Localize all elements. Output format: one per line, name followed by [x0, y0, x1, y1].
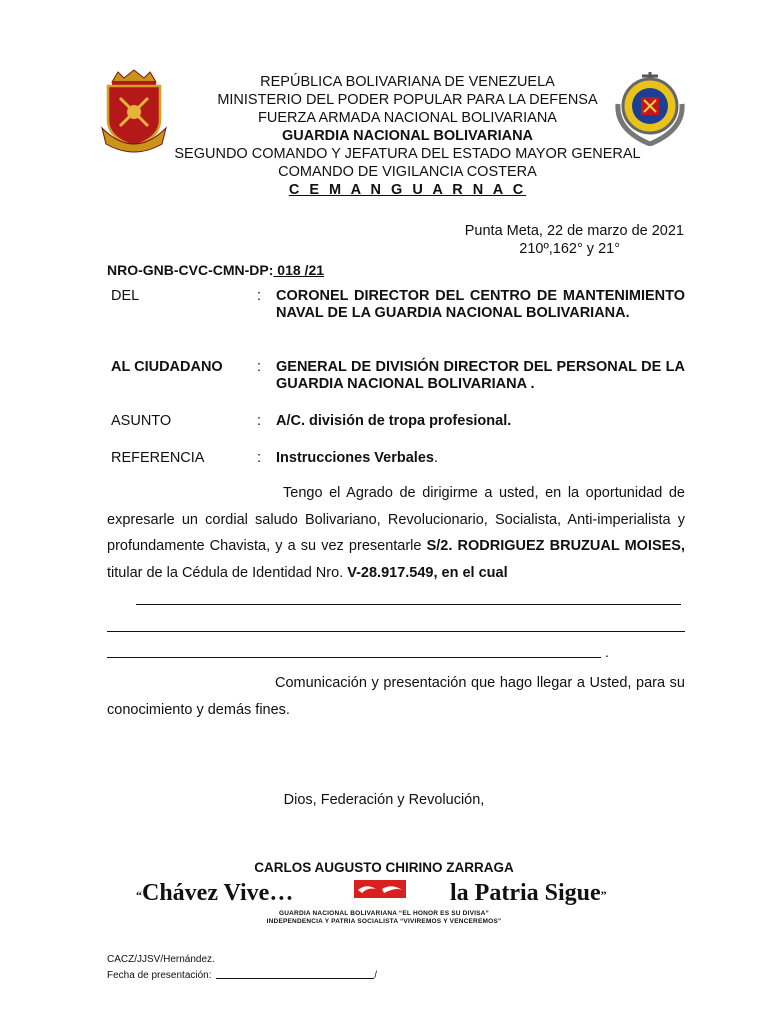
person-id: V-28.917.549, en el cual	[347, 564, 508, 581]
fill-line-2	[107, 631, 685, 632]
fill-line-3	[107, 657, 601, 658]
from-colon: :	[257, 288, 262, 304]
reference-label: REFERENCIA	[111, 450, 205, 466]
motto-line-2: INDEPENDENCIA Y PATRIA SOCIALISTA “VIVIREMOS Y VENCEREMOS”	[266, 918, 502, 925]
subject-label: ASUNTO	[111, 413, 172, 429]
reference-value: 018 /21	[273, 262, 325, 278]
header-armed-force: FUERZA ARMADA NACIONAL BOLIVARIANA	[258, 110, 557, 126]
slogan-right-text: la Patria Sigue	[450, 880, 601, 906]
reference-prefix: NRO-GNB-CVC-CMN-DP:	[107, 262, 274, 278]
place-date: Punta Meta, 22 de marzo de 2021	[464, 223, 684, 239]
body-paragraph-2	[107, 670, 685, 723]
subject-colon: :	[257, 413, 262, 429]
header-country: REPÚBLICA BOLIVARIANA DE VENEZUELA	[260, 74, 555, 90]
closing-salutation: Dios, Federación y Revolución,	[283, 792, 485, 808]
subject-value: A/C. división de tropa profesional.	[276, 413, 512, 429]
presentation-date-label: Fecha de presentación:	[107, 970, 212, 981]
reference-text-value: Instrucciones Verbales	[276, 450, 434, 466]
to-label: AL CIUDADANO	[111, 359, 223, 375]
person-name: S/2. RODRIGUEZ BRUZUAL MOISES,	[426, 538, 685, 554]
from-value: CORONEL DIRECTOR DEL CENTRO DE MANTENIMIENTO NAVAL DE LA GUARDIA NACIONAL BOLIVARIANA.	[276, 288, 685, 321]
from-label: DEL	[111, 288, 140, 304]
fill-line-1	[136, 604, 681, 605]
reference-colon: :	[257, 450, 262, 466]
slogan-left-text: Chávez Vive…	[142, 880, 294, 906]
to-colon: :	[257, 359, 262, 375]
body-paragraph-1	[107, 480, 685, 586]
reference-text: Instrucciones Verbales.	[276, 450, 438, 466]
header-ministry: MINISTERIO DEL PODER POPULAR PARA LA DEFENSA	[217, 92, 598, 108]
reference-number	[107, 262, 324, 278]
body-id-text: titular de la Cédula de Identidad Nro.	[107, 564, 348, 581]
body-intro: Tengo el Agrado de dirigirme a usted, en la oportunidad de expresarle un cordial saludo Bolivariano, Revolucionario, Socialista, Anti-imperialista y profundamente Chavista, y a su vez presentarle	[107, 485, 685, 554]
chavez-eyes-logo	[354, 880, 406, 904]
slogan-right: la Patria Sigue”	[450, 880, 607, 906]
header-unit: C E M A N G U A R N A C	[288, 182, 527, 198]
initials: CACZ/JJSV/Hernández.	[107, 954, 215, 965]
header-command: SEGUNDO COMANDO Y JEFATURA DEL ESTADO MAYOR GENERAL	[174, 146, 641, 162]
to-value: GENERAL DE DIVISIÓN DIRECTOR DEL PERSONAL DE LA GUARDIA NACIONAL BOLIVARIANA .	[276, 359, 685, 392]
presentation-date-row	[107, 970, 377, 981]
motto-line-1: GUARDIA NACIONAL BOLIVARIANA “EL HONOR ES SU DIVISA”	[279, 910, 489, 917]
slogan-left: “Chávez Vive…	[136, 880, 294, 906]
presentation-date-field[interactable]	[216, 978, 374, 979]
signatory-name: CARLOS AUGUSTO CHIRINO ZARRAGA	[254, 860, 514, 875]
fill-end-dot: .	[605, 644, 609, 660]
header-coastal: COMANDO DE VIGILANCIA COSTERA	[278, 164, 537, 180]
header-guard: GUARDIA NACIONAL BOLIVARIANA	[281, 128, 534, 144]
presentation-date-slash: /	[374, 970, 378, 981]
commemorative-years: 210º,162° y 21°	[519, 241, 620, 257]
body-closing-text: Comunicación y presentación que hago llegar a Usted, para su conocimiento y demás fines.	[107, 675, 685, 718]
